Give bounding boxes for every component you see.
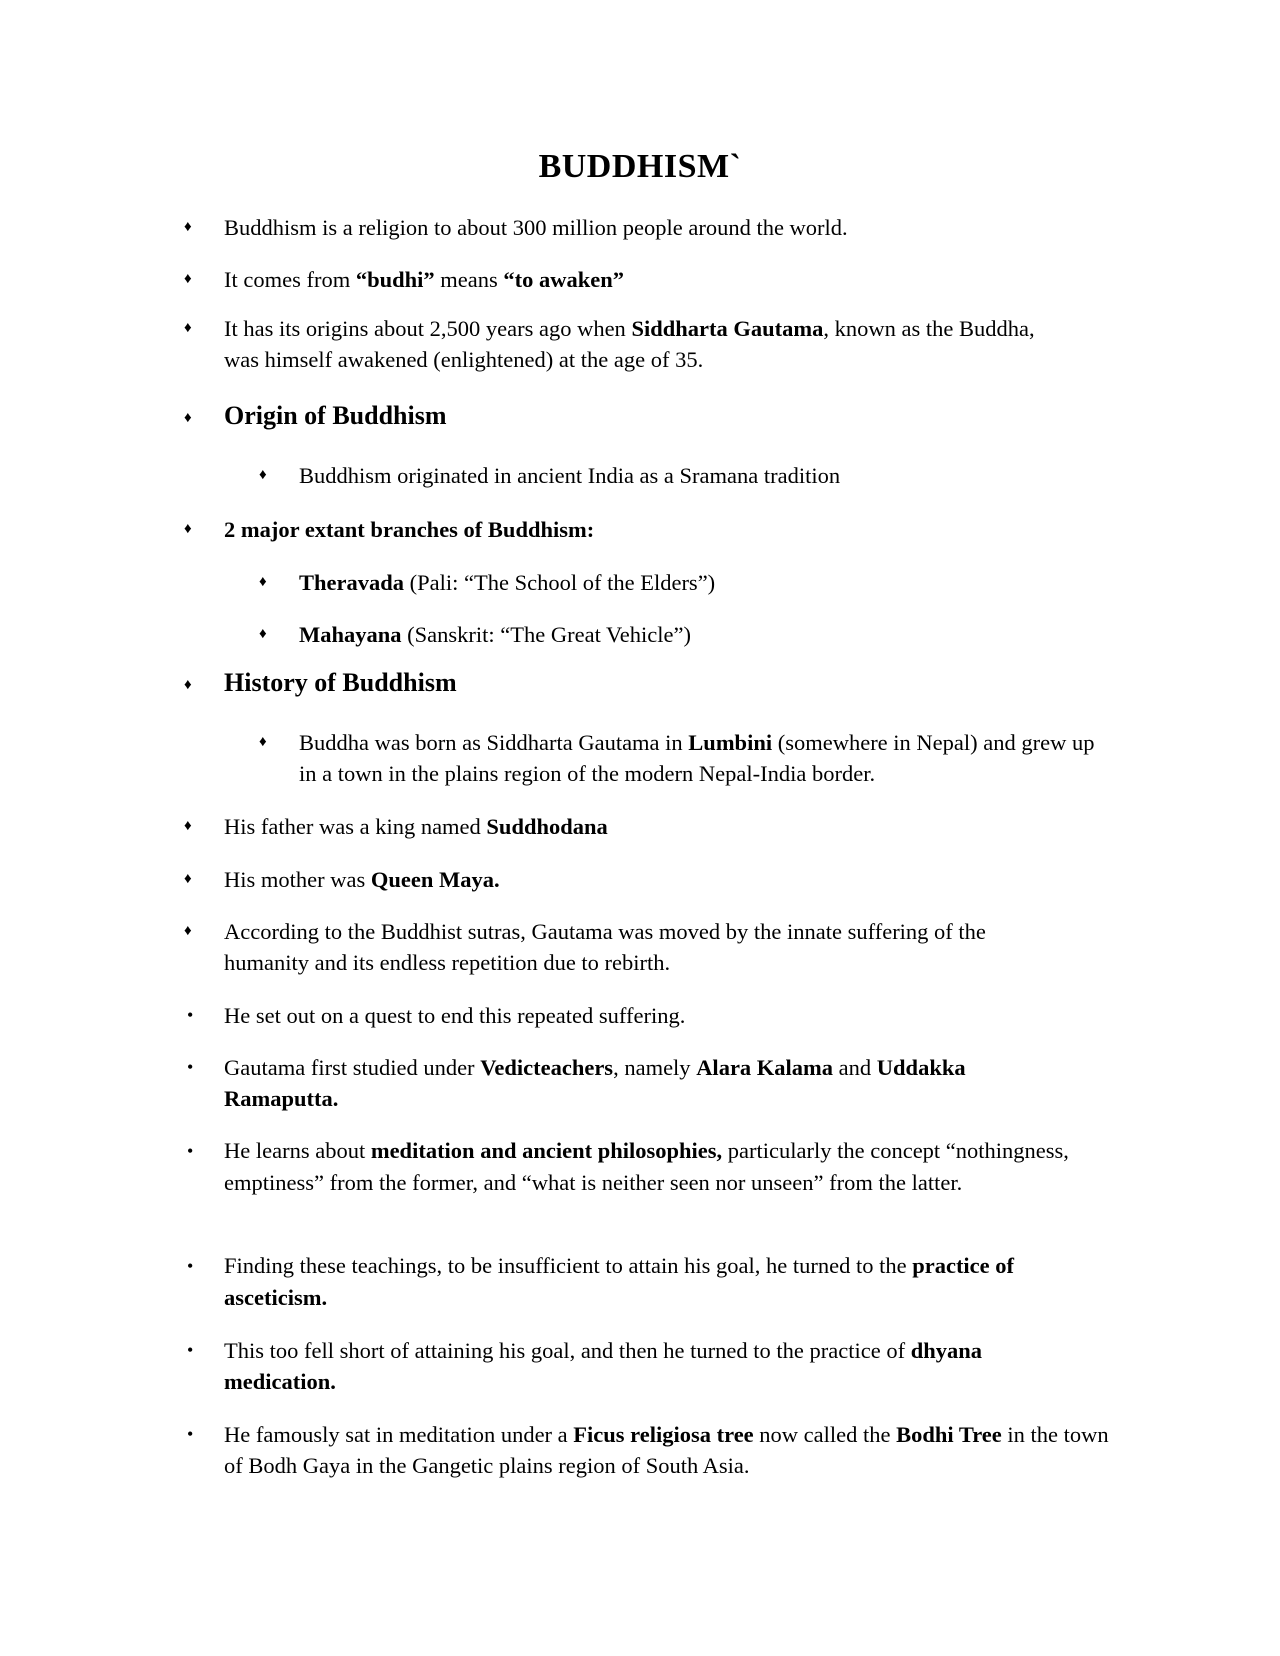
list-item: ♦ It has its origins about 2,500 years ago when Siddharta Gautama, known as the Buddha, was himself awakened (enlightened) at the age of 35. [224, 313, 1044, 375]
diamond-bullet-icon: ♦ [184, 219, 192, 235]
list-item: • Gautama first studied under Vedicteachers, namely Alara Kalama and Uddakka Ramaputta. [224, 1052, 1054, 1114]
list-item: • He learns about meditation and ancient philosophies, particularly the concept “nothingness, emptiness” from the former, and “what is neither seen nor unseen” from the latter. [224, 1135, 1094, 1199]
list-item: ♦ His father was a king named Suddhodana [224, 811, 1124, 842]
diamond-bullet-icon: ♦ [184, 320, 192, 336]
diamond-bullet-icon: ♦ [184, 410, 192, 426]
list-item: • This too fell short of attaining his goal, and then he turned to the practice of dhyana medication. [224, 1335, 1074, 1397]
list-item: ♦ His mother was Queen Maya. [224, 864, 1124, 895]
list-item: • Finding these teachings, to be insufficient to attain his goal, he turned to the practice of asceticism. [224, 1250, 1104, 1314]
list-item: ♦ Buddha was born as Siddharta Gautama in Lumbini (somewhere in Nepal) and grew up in a town in the plains region of the modern Nepal-India border. [299, 727, 1109, 789]
dot-bullet-icon: • [187, 1141, 194, 1161]
list-item: ♦ It comes from “budhi” means “to awaken” [224, 264, 1124, 295]
list-item: • He set out on a quest to end this repeated suffering. [224, 1000, 1124, 1031]
diamond-bullet-icon: ♦ [184, 871, 192, 887]
diamond-bullet-icon: ♦ [259, 626, 267, 642]
list-item: • He famously sat in meditation under a Ficus religiosa tree now called the Bodhi Tree in the town of Bodh Gaya in the Gangetic plains region of South Asia. [224, 1419, 1124, 1481]
dot-bullet-icon: • [187, 1340, 194, 1360]
list-item: ♦ Mahayana (Sanskrit: “The Great Vehicle”) [299, 619, 1119, 650]
diamond-bullet-icon: ♦ [259, 734, 267, 750]
list-item: ♦ Theravada (Pali: “The School of the Elders”) [299, 567, 1119, 598]
diamond-bullet-icon: ♦ [184, 677, 192, 693]
list-item: ♦ Buddhism is a religion to about 300 million people around the world. [224, 212, 1124, 243]
diamond-bullet-icon: ♦ [259, 574, 267, 590]
dot-bullet-icon: • [187, 1057, 194, 1077]
section-heading: ♦ Origin of Buddhism [224, 400, 1124, 431]
section-heading: ♦ 2 major extant branches of Buddhism: [224, 514, 1124, 545]
section-heading: ♦ History of Buddhism [224, 667, 1124, 698]
list-item: ♦ Buddhism originated in ancient India as a Sramana tradition [299, 460, 1119, 491]
diamond-bullet-icon: ♦ [184, 521, 192, 537]
document-title: BUDDHISM` [538, 148, 742, 185]
diamond-bullet-icon: ♦ [184, 271, 192, 287]
diamond-bullet-icon: ♦ [259, 467, 267, 483]
dot-bullet-icon: • [187, 1256, 194, 1276]
diamond-bullet-icon: ♦ [184, 818, 192, 834]
list-item: ♦ According to the Buddhist sutras, Gautama was moved by the innate suffering of the humanity and its endless repetition due to rebirth. [224, 916, 1074, 978]
diamond-bullet-icon: ♦ [184, 923, 192, 939]
dot-bullet-icon: • [187, 1005, 194, 1025]
dot-bullet-icon: • [187, 1424, 194, 1444]
